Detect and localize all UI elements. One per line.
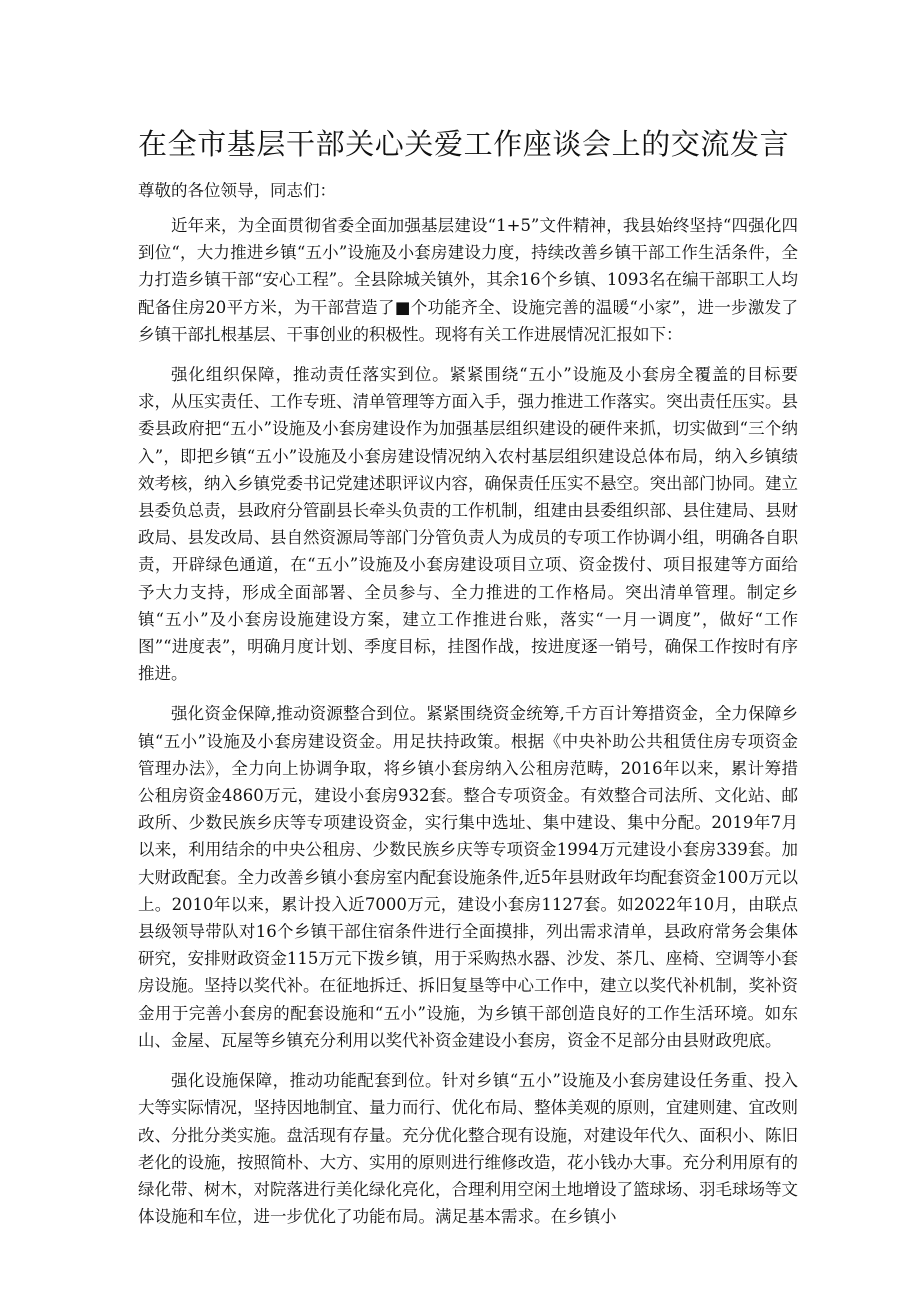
paragraph-funding: 强化资金保障,推动资源整合到位。紧紧围绕资金统筹,千方百计筹措资金，全力保障乡镇“五小”设施及小套房建设资金。用足扶持政策。根据《中央补助公共租赁住房专项资金管理办法》，全力向上协调争取，将乡镇小套房纳入公租房范畴，2016年以来，累计筹措公租房资金4860万元，建设小套房932套。整合专项资金。有效整合司法所、文化站、邮政所、少数民族乡庆等专项建设资金，实行集中选址、集中建设、集中分配。2019年7月以来，利用结余的中央公租房、少数民族乡庆等专项资金1994万元建设小套房339套。加大财政配套。全力改善乡镇小套房室内配套设施条件,近5年县财政年均配套资金100万元以上。2010年以来，累计投入近7000万元，建设小套房1127套。如2022年10月，由联点县级领导带队对16个乡镇干部住宿条件进行全面摸排，列出需求清单，县政府常务会集体研究，安排财政资金115万元下拨乡镇，用于采购热水器、沙发、茶几、座椅、空调等小套房设施。坚持以奖代补。在征地拆迁、拆旧复垦等中心工作中，建立以奖代补机制，奖补资金用于完善小套房的配套设施和“五小”设施，为乡镇干部创造良好的工作生活环境。如东山、金屋、瓦屋等乡镇充分利用以奖代补资金建设小套房，资金不足部分由县财政兜底。 — [138, 704, 798, 1050]
paragraph-organization: 强化组织保障，推动责任落实到位。紧紧围绕“五小”设施及小套房全覆盖的目标要求，从压实责任、工作专班、清单管理等方面入手，强力推进工作落实。突出责任压实。县委县政府把“五小”设施及小套房建设作为加强基层组织建设的硬件来抓，切实做到“三个纳入”，即把乡镇“五小”设施及小套房建设情况纳入农村基层组织建设总体布局，纳入乡镇绩效考核，纳入乡镇党委书记党建述职评议内容，确保责任压实不悬空。突出部门协同。建立县委负总责，县政府分管副县长牵头负责的工作机制，组建由县委组织部、县住建局、县财政局、县发改局、县自然资源局等部门分管负责人为成员的专项工作协调小组，明确各自职责，开辟绿色通道，在“五小”设施及小套房建设项目立项、资金拨付、项目报建等方面给予大力支持，形成全面部署、全员参与、全力推进的工作格局。突出清单管理。制定乡镇“五小”及小套房设施建设方案，建立工作推进台账，落实“一月一调度”，做好“工作图”“进度表”，明确月度计划、季度目标，挂图作战，按进度逐一销号，确保工作按时有序推进。 — [138, 365, 798, 684]
document-body — [138, 212, 798, 1243]
document-title: 在全市基层干部关心关爱工作座谈会上的交流发言 — [138, 127, 790, 161]
paragraph-intro: 近年来，为全面贯彻省委全面加强基层建设“1+5”文件精神，我县始终坚持“四强化四到位“，大力推进乡镇“五小”设施及小套房建设力度，持续改善乡镇干部工作生活条件，全力打造乡镇干部“安心工程”。全县除城关镇外，其余16个乡镇、1093名在编干部职工人均配备住房20平方米，为干部营造了■个功能齐全、设施完善的温暖“小家”，进一步激发了乡镇干部扎根基层、干事创业的积极性。现将有关工作进展情况汇报如下： — [138, 216, 798, 344]
salutation: 尊敬的各位领导，同志们： — [138, 181, 336, 200]
paragraph-facilities: 强化设施保障，推动功能配套到位。针对乡镇“五小”设施及小套房建设任务重、投入大等实际情况，坚持因地制宜、量力而行、优化布局、整体美观的原则，宜建则建、宜改则改、分批分类实施。盘活现有存量。充分优化整合现有设施，对建设年代久、面积小、陈旧老化的设施，按照简朴、大方、实用的原则进行维修改造，花小钱办大事。充分利用原有的绿化带、树木，对院落进行美化绿化亮化，合理利用空闲土地增设了篮球场、羽毛球场等文体设施和车位，进一步优化了功能布局。满足基本需求。在乡镇小 — [138, 1071, 798, 1227]
